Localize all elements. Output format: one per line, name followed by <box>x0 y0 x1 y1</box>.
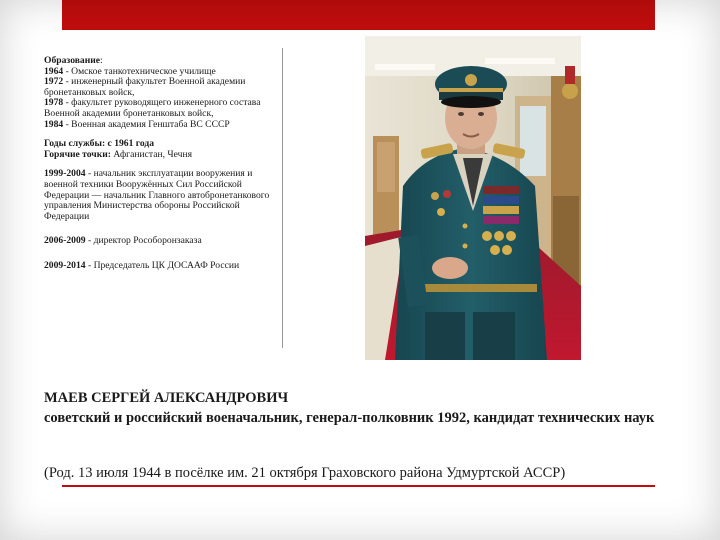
career-item: 2006-2009 - директор Рособоронзаказа <box>44 235 202 247</box>
service-section <box>44 139 280 160</box>
years-of-service: Годы службы: с 1961 года <box>44 138 155 150</box>
portrait-photo <box>365 36 581 360</box>
career-item: 2009-2014 - Председатель ЦК ДОСААФ России <box>44 259 240 271</box>
education-item: 1964 - Омское танкотехническое училище <box>44 65 216 77</box>
person-name: МАЕВ СЕРГЕЙ АЛЕКСАНДРОВИЧ <box>44 390 289 406</box>
bottom-accent-rule <box>62 485 655 487</box>
career-item: 1999-2004 - начальник эксплуатации вооружения и военной техники Вооружённых Сил Российской Федерации — начальник Главного автобронетанкового управления Министерства обороны Российской Федерации <box>44 168 270 222</box>
birth-info: (Род. 13 июля 1944 в посёлке им. 21 октября Граховского района Удмуртской АССР) <box>44 465 566 481</box>
education-item: 1978 - факультет руководящего инженерного состава Военной академии бронетанковых войск, <box>44 97 261 119</box>
hotspots-value: Афганистан, Чечня <box>110 148 193 160</box>
education-item: 1984 - Военная академия Генштаба ВС СССР <box>44 118 230 130</box>
hotspots-label: Горячие точки: <box>44 148 111 160</box>
biography-column <box>44 56 280 281</box>
column-divider <box>282 48 283 348</box>
education-label: Образование <box>44 55 101 66</box>
person-header <box>44 388 684 428</box>
top-accent-bar <box>62 0 655 30</box>
person-description: советский и российский военачальник, генерал-полковник 1992, кандидат технических наук <box>44 410 655 426</box>
education-item: 1972 - инженерный факультет Военной академии бронетанковых войск, <box>44 76 246 98</box>
education-section: Образование: 1964 - Омское танкотехническое училище 1972 - инженерный факультет Военной академии бронетанковых войск, 1978 - факультет руководящего инженерного состава Военной академии бронетанковых войск, 1984 - Военная академия Генштаба ВС СССР <box>44 56 280 130</box>
